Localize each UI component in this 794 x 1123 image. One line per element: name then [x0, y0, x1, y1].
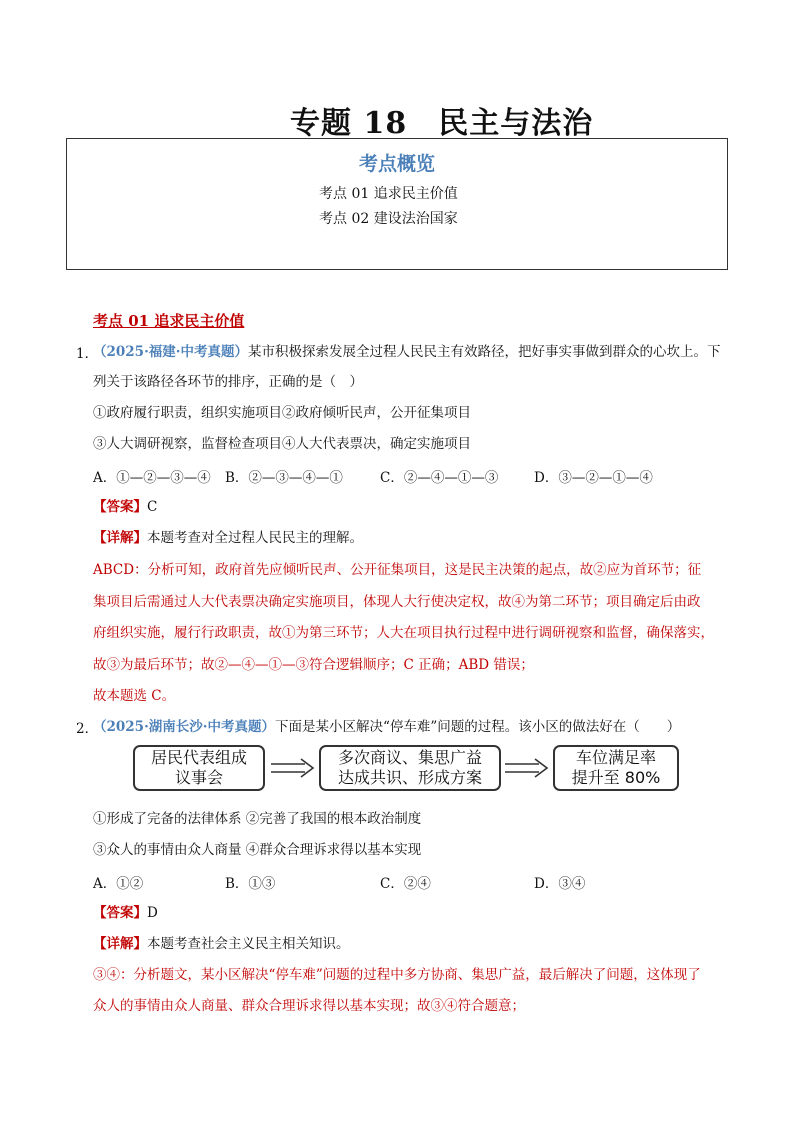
- flow-step-2: [319, 745, 501, 791]
- question-1-stem-line2: 列关于该路径各环节的排序，正确的是（ ）: [93, 374, 363, 390]
- flow-step-1-line1: 居民代表组成: [150, 748, 247, 767]
- question-2-statement-1: ①形成了完备的法律体系 ②完善了我国的根本政治制度: [93, 811, 422, 827]
- answer-tag: 【答案】: [93, 905, 147, 921]
- question-2-source: （2025·湖南长沙·中考真题）: [93, 719, 275, 735]
- arrow-right-icon: [505, 758, 549, 778]
- arrow-right-icon: [271, 758, 315, 778]
- question-1-stem: [93, 342, 720, 362]
- process-flow-diagram: [133, 745, 693, 797]
- question-2-option-b: B．①③: [225, 876, 276, 892]
- question-1-option-c: C．②—④—①—③: [380, 470, 499, 486]
- question-2-option-c: C．②④: [380, 876, 431, 892]
- page-title: 专题 18 民主与法治: [290, 106, 594, 141]
- question-2-analysis-line: 众人的事情由众人商量、群众合理诉求得以基本实现；故③④符合题意；: [93, 998, 525, 1014]
- question-1-option-a: A．①—②—③—④: [93, 470, 211, 486]
- answer-tag: 【答案】: [93, 499, 147, 515]
- question-2-option-a: A．①②: [93, 876, 144, 892]
- question-2-detail: [93, 934, 350, 954]
- overview-item-1: 考点 01 追求民主价值: [319, 186, 458, 202]
- question-1-source: （2025·福建·中考真题）: [93, 344, 248, 360]
- question-1-stem-line1: 某市积极探索发展全过程人民民主有效路径，把好事实事做到群众的心坎上。下: [247, 344, 721, 360]
- question-2-number: 2．: [76, 721, 99, 737]
- flow-step-3-line1: 车位满足率: [575, 748, 656, 767]
- flow-step-3-line2: 提升至 80%: [571, 768, 661, 787]
- overview-box: [66, 138, 728, 270]
- flow-step-1-line2: 议事会: [174, 768, 223, 787]
- question-2-answer: [93, 903, 158, 923]
- flow-step-3: [553, 745, 679, 791]
- question-1-option-b: B．②—③—④—①: [225, 470, 343, 486]
- question-1-option-d: D．③—②—①—④: [534, 470, 653, 486]
- question-2-stem-text: 下面是某小区解决“停车难”问题的过程。该小区的做法好在（ ）: [274, 719, 681, 735]
- question-1-analysis-line: 故③为最后环节；故②—④—①—③符合逻辑顺序；C 正确；ABD 错误；: [93, 657, 534, 673]
- question-2-statement-2: ③众人的事情由众人商量 ④群众合理诉求得以基本实现: [93, 842, 422, 858]
- question-1-analysis-line: 集项目后需通过人大代表票决确定实施项目，体现人大行使决定权，故④为第二环节；项目确定后由政: [93, 594, 701, 610]
- section-heading: 考点 01 追求民主价值: [93, 312, 245, 330]
- question-2-stem: [93, 717, 680, 737]
- detail-tag: 【详解】: [93, 936, 147, 952]
- question-1-analysis-line: 府组织实施，履行行政职责，故①为第三环节；人大在项目执行过程中进行调研视察和监督，确保落实，: [93, 625, 714, 641]
- detail-text: 本题考查对全过程人民民主的理解。: [147, 530, 363, 546]
- overview-title: 考点概览: [358, 153, 435, 175]
- answer-value: D: [147, 905, 158, 921]
- question-1-statement-1: ①政府履行职责，组织实施项目②政府倾听民声，公开征集项目: [93, 405, 471, 421]
- question-2-analysis-line: ③④：分析题文，某小区解决“停车难”问题的过程中多方协商、集思广益，最后解决了问题，这体现了: [93, 967, 701, 983]
- question-1-analysis-line: ABCD：分析可知，政府首先应倾听民声、公开征集项目，这是民主决策的起点，故②应为首环节；征: [93, 562, 702, 578]
- question-1-analysis-line: 故本题选 C。: [93, 688, 176, 704]
- flow-step-1: [133, 745, 265, 791]
- detail-tag: 【详解】: [93, 530, 147, 546]
- question-1-number: 1．: [76, 346, 99, 362]
- question-1-answer: [93, 497, 157, 517]
- question-1-statement-2: ③人大调研视察，监督检查项目④人大代表票决，确定实施项目: [93, 436, 471, 452]
- answer-value: C: [147, 499, 158, 515]
- flow-step-2-line2: 达成共识、形成方案: [337, 768, 482, 787]
- question-1-detail: [93, 528, 363, 548]
- overview-item-2: 考点 02 建设法治国家: [319, 211, 458, 227]
- question-2-option-d: D．③④: [534, 876, 586, 892]
- flow-step-2-line1: 多次商议、集思广益: [337, 748, 482, 767]
- detail-text: 本题考查社会主义民主相关知识。: [147, 936, 350, 952]
